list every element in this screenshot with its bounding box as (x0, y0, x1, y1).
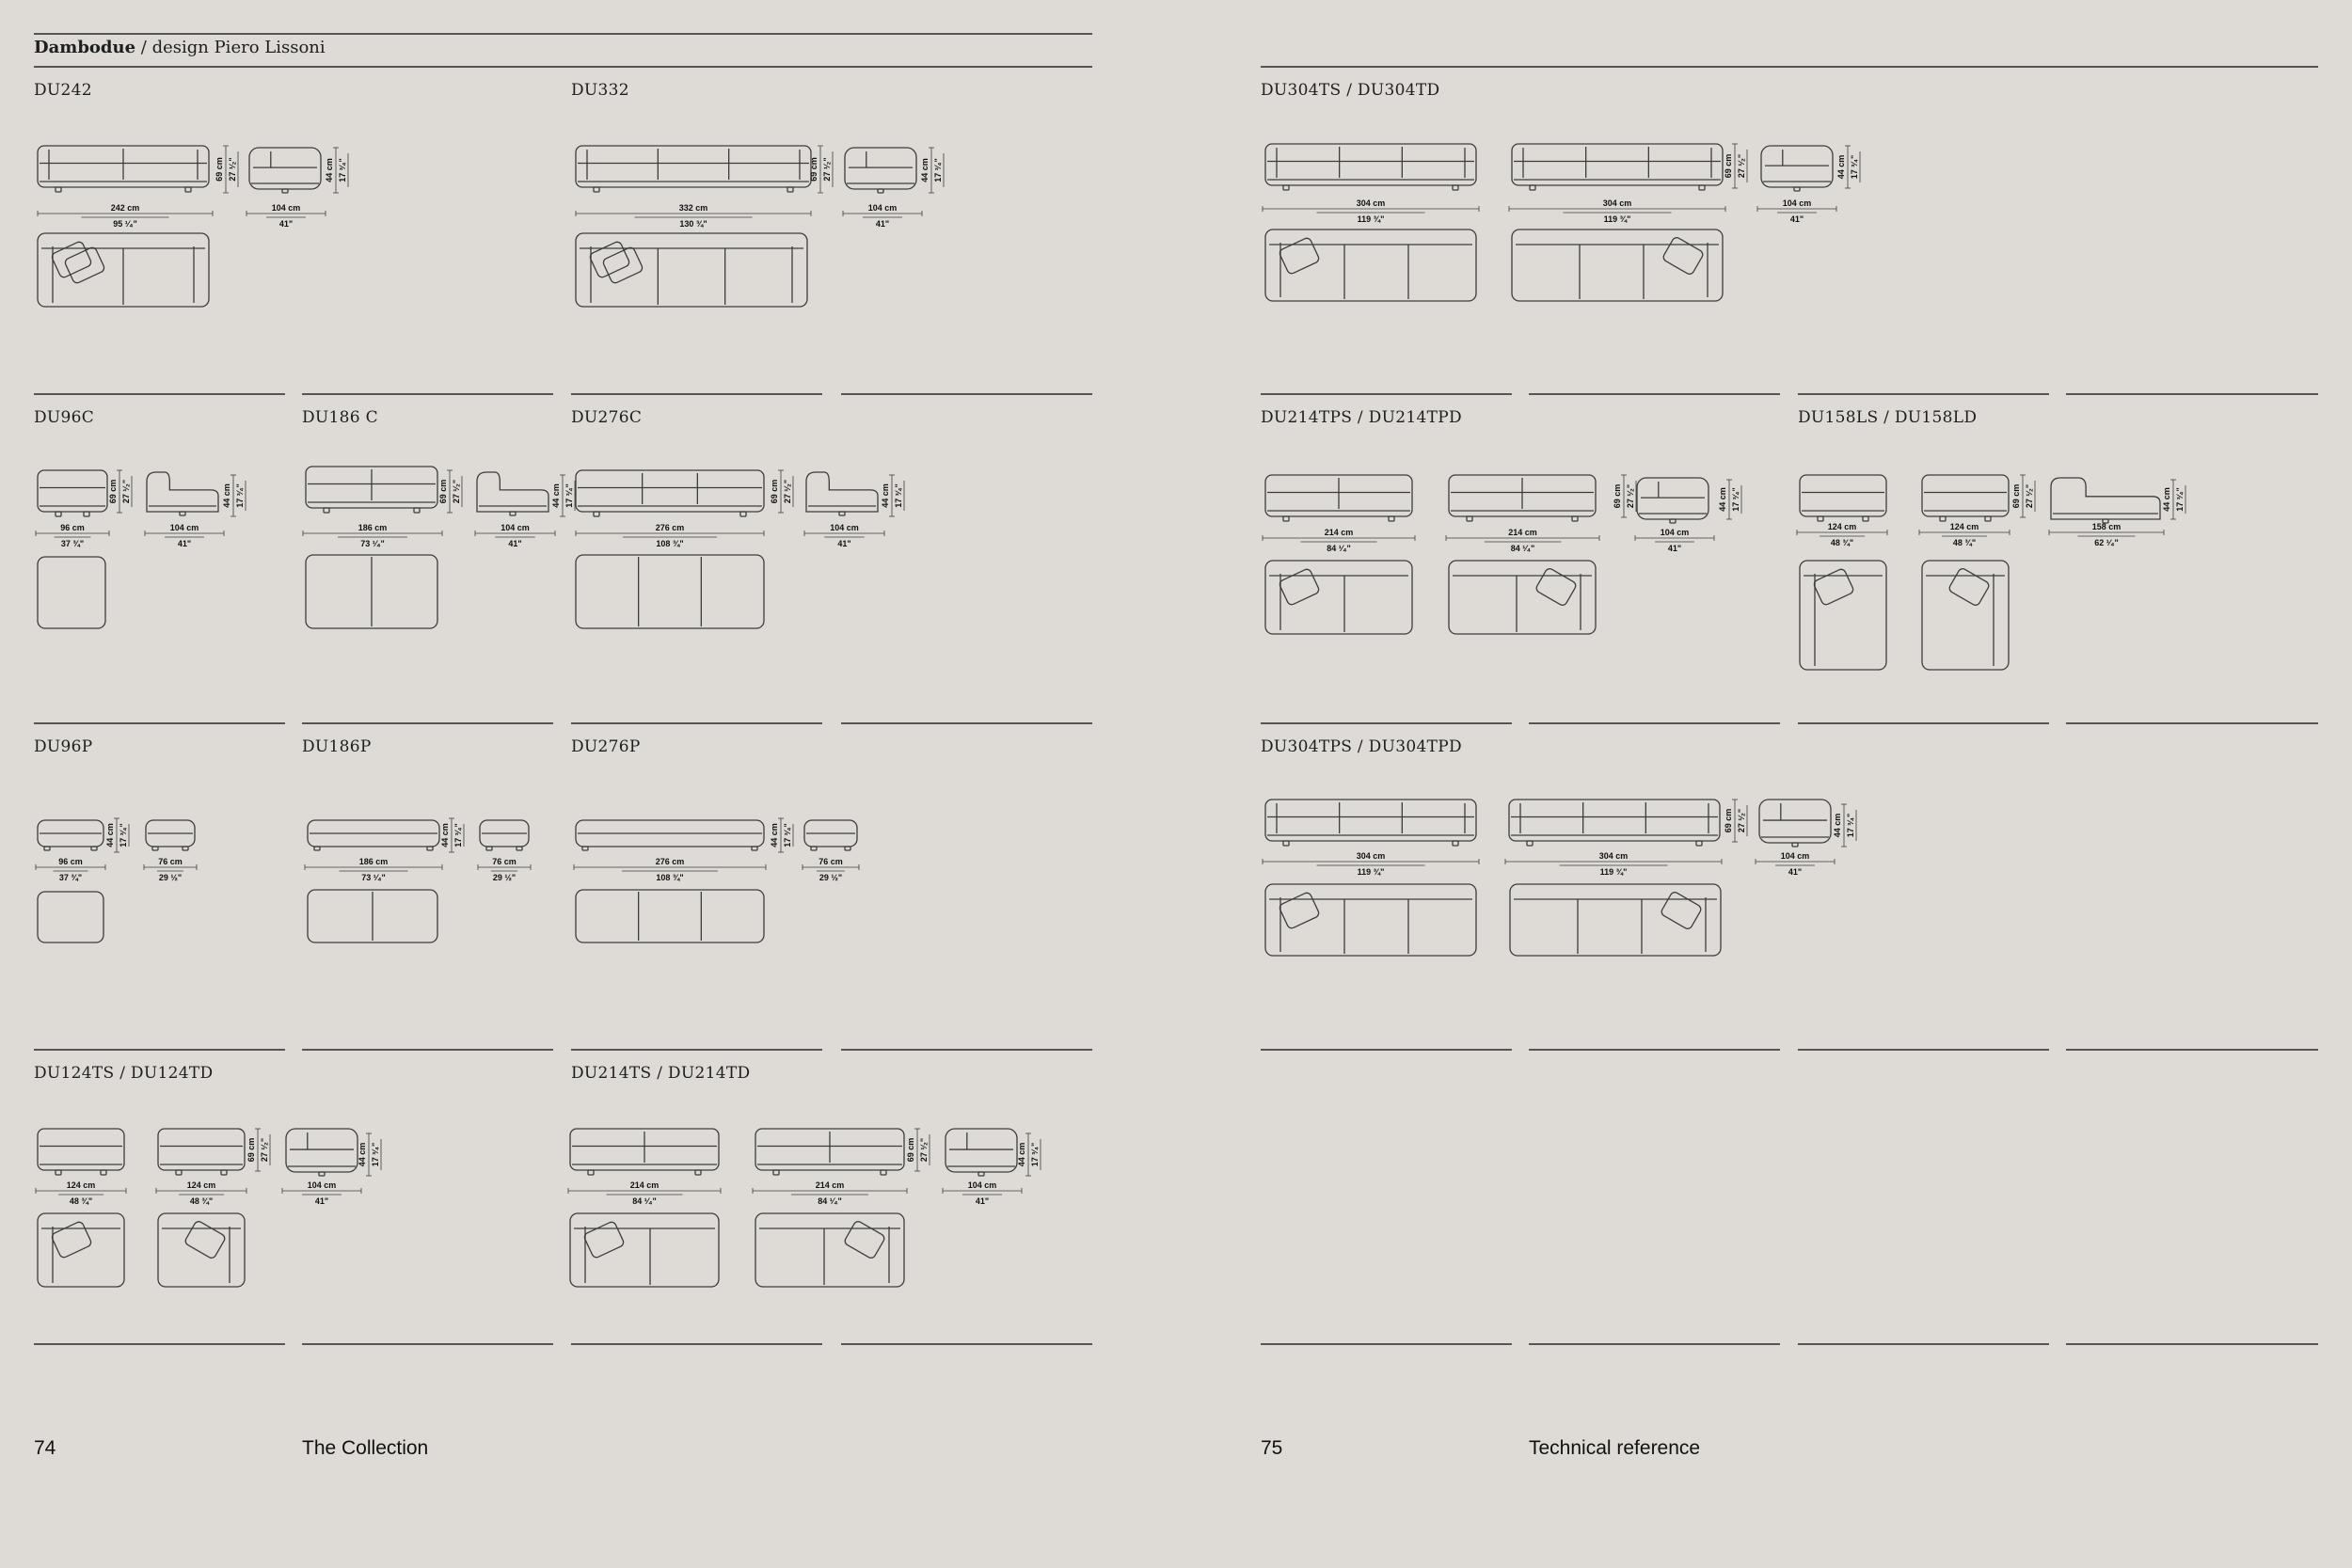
dimension-label: 44 cm (881, 483, 890, 508)
page-number-left: 74 (34, 1437, 56, 1459)
dimension-label: 29 ½" (158, 873, 183, 882)
dimension-label: 29 ½" (818, 873, 843, 882)
sofa-foot (1283, 185, 1289, 190)
section-label-right: Technical reference (1529, 1437, 1701, 1459)
ottoman-plan-outline (576, 890, 764, 942)
dimension-label: 41" (1667, 544, 1682, 553)
dimension-label: 95 ¹⁄₄" (113, 219, 137, 229)
dimension-label: 69 cm (215, 157, 224, 182)
cushion-outline (64, 246, 105, 285)
dimension-label: 73 ¹⁄₄" (360, 539, 385, 548)
dimension-label: 69 cm (438, 479, 448, 504)
dimension-label: 44 cm (1718, 487, 1727, 512)
dimension-label: 17 ³⁄₄" (783, 823, 792, 847)
product-code: DU276C (571, 408, 643, 427)
dimension-label: 41" (177, 539, 192, 548)
dimension-label: 69 cm (1724, 153, 1733, 179)
ottoman-foot (91, 847, 97, 850)
cushion-outline (843, 1220, 885, 1259)
dimension-label: 104 cm (1660, 528, 1690, 537)
dimension-label: 44 cm (551, 483, 561, 508)
dimension-label: 104 cm (1782, 198, 1812, 208)
dimension-label: 332 cm (678, 203, 708, 213)
dimension-label: 41" (314, 1196, 329, 1206)
sofa-foot (101, 1170, 106, 1175)
sofa-foot (1453, 185, 1458, 190)
dimension-label: 69 cm (108, 479, 118, 504)
dimension-label: 214 cm (1508, 528, 1537, 537)
product-code: DU276P (571, 737, 641, 756)
dimension-label: 304 cm (1356, 198, 1386, 208)
sofa-foot (1794, 187, 1800, 191)
sofa-foot (1792, 843, 1798, 847)
sofa-foot (1527, 841, 1533, 846)
dimension-label: 124 cm (66, 1180, 96, 1190)
dimension-label: 44 cm (440, 823, 450, 847)
dimension-label: 108 ¾" (656, 873, 684, 882)
dimension-label: 27 ¹⁄₂" (228, 157, 237, 182)
dimension-label: 17 ³⁄₄" (1850, 154, 1859, 180)
sofa-foot (594, 187, 599, 192)
dimension-label: 29 ½" (492, 873, 516, 882)
sofa-plan-outline (1922, 561, 2009, 670)
sofa-foot (1530, 185, 1535, 190)
sofa-plan-outline (158, 1213, 245, 1287)
sofa-foot (1467, 516, 1472, 521)
dimension-label: 119 ¾" (1357, 867, 1385, 877)
sofa-foot (839, 512, 845, 515)
section-label-left: The Collection (302, 1437, 429, 1459)
sofa-foot (1940, 516, 1946, 521)
product-code: DU304TPS / DU304TPD (1261, 737, 1462, 756)
sofa-plan-outline (755, 1213, 904, 1287)
sofa-foot (1453, 841, 1458, 846)
sofa-plan-outline (1265, 230, 1476, 301)
sofa-foot (282, 189, 288, 193)
dimension-label: 44 cm (770, 823, 779, 847)
sofa-foot (1389, 516, 1394, 521)
dimension-label: 242 cm (110, 203, 140, 213)
dimension-label: 214 cm (815, 1180, 845, 1190)
dimension-label: 76 cm (158, 857, 183, 866)
dimension-label: 104 cm (830, 523, 859, 532)
ottoman-plan-outline (576, 555, 764, 628)
product-code: DU242 (34, 81, 92, 100)
cushion-outline (1279, 237, 1320, 276)
dimension-label: 27 ¹⁄₂" (260, 1137, 269, 1163)
dimension-label: 62 ¹⁄₄" (2094, 538, 2119, 547)
sofa-foot (1572, 516, 1578, 521)
dimension-label: 27 ¹⁄₂" (452, 479, 461, 504)
product-code: DU158LS / DU158LD (1798, 408, 1978, 427)
sofa-foot (1818, 516, 1823, 521)
dimension-label: 304 cm (1598, 851, 1629, 861)
dimension-label: 48 ¾" (1952, 538, 1977, 547)
dimension-label: 124 cm (1827, 522, 1857, 531)
ottoman-foot (582, 847, 588, 850)
dimension-label: 44 cm (1836, 154, 1846, 180)
ottoman-foot (845, 847, 850, 850)
cushion-outline (1534, 567, 1577, 607)
sofa-foot (185, 187, 191, 192)
dimension-label: 73 ¹⁄₄" (361, 873, 386, 882)
dimension-label: 76 cm (492, 857, 516, 866)
brand-name: Dambodue (34, 38, 136, 57)
dimension-label: 119 ¾" (1599, 867, 1628, 877)
dimension-label: 104 cm (501, 523, 530, 532)
dimension-label: 158 cm (2091, 522, 2122, 531)
dimension-label: 27 ¹⁄₂" (919, 1137, 929, 1163)
dimension-label: 41" (1789, 214, 1804, 224)
dimension-label: 44 cm (1017, 1142, 1026, 1167)
ottoman-foot (811, 847, 817, 850)
ottoman-foot (44, 847, 50, 850)
product-code: DU124TS / DU124TD (34, 1064, 214, 1083)
dimension-label: 84 ¹⁄₄" (1327, 544, 1351, 553)
dimension-label: 17 ³⁄₄" (453, 823, 463, 847)
dimension-label: 104 cm (967, 1180, 997, 1190)
product-code: DU304TS / DU304TD (1261, 81, 1440, 100)
cushion-outline (1660, 891, 1702, 930)
sofa-foot (84, 512, 89, 516)
sofa-foot (1696, 841, 1702, 846)
sofa-plan-outline (1265, 884, 1476, 956)
sofa-foot (878, 189, 883, 193)
dimension-label: 276 cm (655, 857, 685, 866)
sofa-foot (1283, 841, 1289, 846)
cushion-outline (1279, 892, 1320, 930)
dimension-label: 69 cm (1613, 483, 1622, 509)
page-number-right: 75 (1261, 1437, 1283, 1459)
dimension-label: 41" (1788, 867, 1803, 877)
dimension-label: 104 cm (169, 523, 199, 532)
dimension-label: 69 cm (906, 1137, 915, 1163)
dimension-label: 27 ¹⁄₂" (1626, 483, 1635, 509)
dimension-label: 69 cm (770, 479, 779, 504)
cushion-outline (51, 241, 92, 279)
dimension-label: 27 ¹⁄₂" (2025, 483, 2034, 509)
sofa-foot (56, 187, 61, 192)
ottoman-plan-outline (38, 892, 103, 942)
cushion-outline (583, 1221, 625, 1259)
dimension-label: 41" (875, 219, 890, 229)
dimension-label: 27 ¹⁄₂" (783, 479, 792, 504)
dimension-label: 17 ³⁄₄" (338, 158, 347, 182)
sofa-plan-outline (1449, 561, 1596, 634)
sofa-foot (1283, 516, 1289, 521)
ottoman-foot (427, 847, 433, 850)
dimension-label: 17 ³⁄₄" (1846, 813, 1855, 838)
dimension-label: 108 ¾" (656, 539, 684, 548)
dimension-label: 119 ¾" (1603, 214, 1631, 224)
sofa-foot (978, 1172, 984, 1176)
sofa-foot (740, 512, 746, 516)
sofa-foot (324, 508, 329, 513)
sofa-foot (1670, 519, 1676, 523)
sofa-foot (180, 512, 185, 515)
cushion-outline (589, 241, 630, 279)
dimension-label: 84 ¹⁄₄" (818, 1196, 842, 1206)
ottoman-foot (486, 847, 492, 850)
sofa-foot (787, 187, 793, 192)
ottoman-foot (516, 847, 522, 850)
dimension-label: 17 ³⁄₄" (933, 158, 943, 182)
designer-credit: / design Piero Lissoni (140, 38, 326, 57)
dimension-label: 44 cm (1833, 813, 1842, 838)
dimension-label: 214 cm (1324, 528, 1354, 537)
dimension-label: 96 cm (60, 523, 85, 532)
dimension-label: 44 cm (325, 158, 334, 182)
dimension-label: 41" (837, 539, 851, 548)
dimension-label: 17 ³⁄₄" (564, 483, 574, 508)
dimension-label: 96 cm (58, 857, 83, 866)
sofa-foot (510, 512, 516, 515)
ottoman-foot (314, 847, 320, 850)
sofa-plan-outline (1800, 561, 1886, 670)
dimension-label: 44 cm (2162, 487, 2171, 512)
dimension-label: 69 cm (809, 157, 818, 182)
dimension-label: 44 cm (105, 823, 115, 847)
sofa-side-outline (946, 1129, 1017, 1172)
dimension-label: 104 cm (867, 203, 898, 213)
cushion-outline (51, 1221, 92, 1259)
sofa-foot (176, 1170, 182, 1175)
dimension-label: 48 ¾" (189, 1196, 214, 1206)
dimension-label: 48 ¾" (1830, 538, 1854, 547)
sofa-foot (414, 508, 420, 513)
dimension-label: 84 ¹⁄₄" (1510, 544, 1535, 553)
product-code: DU96C (34, 408, 95, 427)
dimension-label: 44 cm (222, 483, 231, 508)
dimension-label: 17 ³⁄₄" (371, 1142, 380, 1167)
dimension-label: 104 cm (271, 203, 301, 213)
dimension-label: 119 ¾" (1357, 214, 1385, 224)
sofa-side-outline (286, 1129, 358, 1172)
dimension-label: 130 ¾" (679, 219, 707, 229)
dimension-label: 304 cm (1602, 198, 1632, 208)
dimension-label: 186 cm (358, 523, 388, 532)
cushion-outline (1813, 568, 1854, 607)
sofa-foot (319, 1172, 325, 1176)
dimension-label: 17 ³⁄₄" (235, 483, 245, 508)
dimension-label: 37 ¾" (60, 539, 85, 548)
dimension-label: 44 cm (358, 1142, 367, 1167)
dimension-label: 48 ¾" (69, 1196, 93, 1206)
dimension-label: 304 cm (1356, 851, 1386, 861)
product-code: DU96P (34, 737, 93, 756)
dimension-label: 41" (278, 219, 294, 229)
dimension-label: 69 cm (246, 1137, 256, 1163)
cushion-outline (602, 246, 644, 285)
sofa-foot (1699, 185, 1705, 190)
cushion-outline (183, 1220, 226, 1259)
dimension-label: 124 cm (1949, 522, 1979, 531)
dimension-label: 17 ³⁄₄" (119, 823, 128, 847)
sofa-foot (56, 1170, 61, 1175)
ottoman-foot (152, 847, 158, 850)
dimension-label: 27 ¹⁄₂" (822, 157, 832, 182)
dimension-label: 41" (975, 1196, 990, 1206)
dimension-label: 186 cm (358, 857, 389, 866)
dimension-label: 27 ¹⁄₂" (1737, 808, 1746, 833)
ottoman-foot (752, 847, 757, 850)
sofa-foot (881, 1170, 886, 1175)
dimension-label: 17 ³⁄₄" (2175, 487, 2185, 512)
sofa-side-outline (1759, 800, 1831, 843)
product-code: DU214TPS / DU214TPD (1261, 408, 1462, 427)
dimension-label: 27 ¹⁄₂" (121, 479, 131, 504)
cushion-outline (1947, 567, 1990, 607)
dimension-label: 17 ³⁄₄" (894, 483, 903, 508)
sofa-foot (56, 512, 61, 516)
dimension-label: 17 ³⁄₄" (1731, 487, 1740, 512)
cushion-outline (1661, 236, 1704, 276)
dimension-label: 104 cm (1780, 851, 1810, 861)
cushion-outline (1279, 568, 1320, 607)
dimension-label: 41" (508, 539, 522, 548)
dimension-label: 104 cm (307, 1180, 337, 1190)
dimension-label: 214 cm (629, 1180, 660, 1190)
sofa-plan-outline (1510, 884, 1721, 956)
dimension-label: 76 cm (818, 857, 843, 866)
sofa-foot (1985, 516, 1991, 521)
sofa-foot (695, 1170, 701, 1175)
dimension-label: 84 ¹⁄₄" (632, 1196, 657, 1206)
dimension-label: 69 cm (1724, 808, 1733, 833)
product-code: DU186P (302, 737, 372, 756)
sofa-foot (773, 1170, 779, 1175)
sofa-foot (594, 512, 599, 516)
dimension-label: 27 ¹⁄₂" (1737, 153, 1746, 179)
sofa-plan-outline (570, 1213, 719, 1287)
sofa-plan-outline (1512, 230, 1723, 301)
dimension-label: 37 ¾" (58, 873, 83, 882)
sofa-foot (1863, 516, 1868, 521)
product-code: DU332 (571, 81, 629, 100)
product-code: DU214TS / DU214TD (571, 1064, 751, 1083)
ottoman-foot (183, 847, 188, 850)
dimension-label: 44 cm (920, 158, 930, 182)
dimension-label: 276 cm (655, 523, 685, 532)
ottoman-plan-outline (38, 557, 105, 628)
dimension-label: 124 cm (186, 1180, 216, 1190)
product-code: DU186 C (302, 408, 378, 427)
sofa-plan-outline (1265, 561, 1412, 634)
sofa-foot (221, 1170, 227, 1175)
sofa-foot (588, 1170, 594, 1175)
dimension-label: 69 cm (2011, 483, 2021, 509)
dimension-label: 17 ³⁄₄" (1030, 1142, 1040, 1167)
